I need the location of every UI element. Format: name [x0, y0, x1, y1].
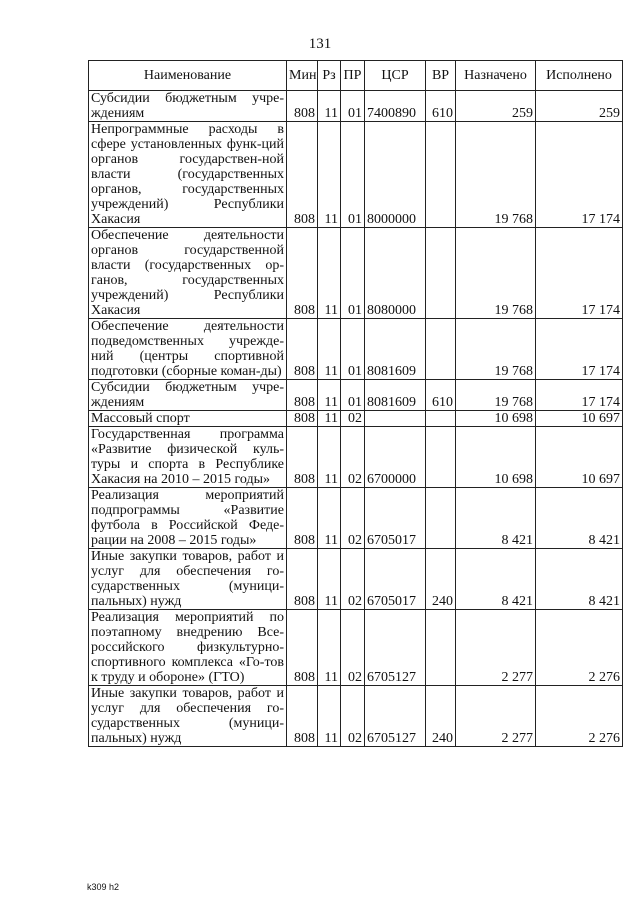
cell-assigned: 19 768	[456, 228, 536, 319]
cell-assigned: 2 277	[456, 686, 536, 747]
cell-csr: 6705017	[365, 549, 426, 610]
cell-vr	[426, 228, 456, 319]
cell-rz: 11	[318, 427, 341, 488]
cell-name: Массовый спорт	[89, 411, 287, 427]
cell-name: Обеспечение деятельности подведомственных учрежде-ний (центры спортивной подготовки (сборные коман-ды)	[89, 319, 287, 380]
cell-executed: 259	[536, 91, 623, 122]
header-name: Наименование	[89, 61, 287, 91]
cell-assigned: 8 421	[456, 549, 536, 610]
cell-name: Реализация мероприятий по поэтапному внедрению Все-российского физкультурно-спортивного комплекса «Го-тов к труду и обороне» (ГТО)	[89, 610, 287, 686]
table-row	[89, 319, 623, 380]
cell-rz: 11	[318, 319, 341, 380]
table-row	[89, 488, 623, 549]
cell-min: 808	[287, 686, 318, 747]
cell-executed: 17 174	[536, 122, 623, 228]
cell-rz: 11	[318, 380, 341, 411]
cell-name: Обеспечение деятельности органов государственной власти (государственных ор-ганов, государственных учреждений) Республики Хакасия	[89, 228, 287, 319]
cell-min: 808	[287, 228, 318, 319]
header-rz: Рз	[318, 61, 341, 91]
cell-executed: 17 174	[536, 380, 623, 411]
cell-assigned: 19 768	[456, 122, 536, 228]
cell-pr: 02	[341, 549, 365, 610]
cell-csr: 8000000	[365, 122, 426, 228]
cell-name: Иные закупки товаров, работ и услуг для обеспечения го-сударственных (муници-пальных) нужд	[89, 686, 287, 747]
cell-rz: 11	[318, 686, 341, 747]
cell-min: 808	[287, 549, 318, 610]
cell-rz: 11	[318, 488, 341, 549]
cell-csr: 6705127	[365, 686, 426, 747]
table-row	[89, 549, 623, 610]
table-row	[89, 91, 623, 122]
cell-rz: 11	[318, 91, 341, 122]
cell-executed: 17 174	[536, 228, 623, 319]
header-pr: ПР	[341, 61, 365, 91]
cell-rz: 11	[318, 228, 341, 319]
cell-vr: 240	[426, 549, 456, 610]
table-row	[89, 228, 623, 319]
cell-vr	[426, 319, 456, 380]
cell-assigned: 259	[456, 91, 536, 122]
table-row	[89, 380, 623, 411]
cell-assigned: 8 421	[456, 488, 536, 549]
cell-pr: 02	[341, 427, 365, 488]
cell-pr: 02	[341, 686, 365, 747]
header-csr: ЦСР	[365, 61, 426, 91]
table-row	[89, 411, 623, 427]
cell-csr: 8081609	[365, 319, 426, 380]
cell-pr: 01	[341, 319, 365, 380]
header-assigned: Назначено	[456, 61, 536, 91]
cell-vr: 610	[426, 91, 456, 122]
cell-vr	[426, 488, 456, 549]
table-header-row	[89, 61, 623, 91]
cell-name: Государственная программа «Развитие физической куль-туры и спорта в Республике Хакасия на 2010 – 2015 годы»	[89, 427, 287, 488]
cell-vr: 240	[426, 686, 456, 747]
cell-assigned: 19 768	[456, 380, 536, 411]
cell-executed: 8 421	[536, 488, 623, 549]
cell-executed: 10 697	[536, 411, 623, 427]
cell-name: Субсидии бюджетным учре-ждениям	[89, 380, 287, 411]
table-row	[89, 427, 623, 488]
cell-vr	[426, 411, 456, 427]
cell-pr: 01	[341, 122, 365, 228]
cell-assigned: 10 698	[456, 411, 536, 427]
cell-pr: 01	[341, 380, 365, 411]
cell-min: 808	[287, 380, 318, 411]
cell-pr: 02	[341, 610, 365, 686]
cell-csr: 6705127	[365, 610, 426, 686]
cell-vr	[426, 427, 456, 488]
cell-name: Субсидии бюджетным учре- ждениям	[89, 91, 287, 122]
cell-min: 808	[287, 427, 318, 488]
cell-min: 808	[287, 91, 318, 122]
cell-min: 808	[287, 319, 318, 380]
cell-vr	[426, 122, 456, 228]
table-row	[89, 686, 623, 747]
cell-name: Непрограммные расходы в сфере установленных функ-ций органов государствен-ной власти (государственных органов, государственных учреждений) Республики Хакасия	[89, 122, 287, 228]
cell-csr: 6705017	[365, 488, 426, 549]
cell-rz: 11	[318, 549, 341, 610]
footer-code: k309 h2	[87, 882, 120, 892]
cell-min: 808	[287, 122, 318, 228]
header-executed: Исполнено	[536, 61, 623, 91]
cell-rz: 11	[318, 610, 341, 686]
page-number: 131	[308, 36, 332, 52]
cell-vr: 610	[426, 380, 456, 411]
table-row	[89, 122, 623, 228]
table-row	[89, 610, 623, 686]
budget-table	[88, 60, 623, 747]
cell-name: Реализация мероприятий подпрограммы «Развитие футбола в Российской Феде-рации на 2008 – 2015 годы»	[89, 488, 287, 549]
cell-executed: 2 276	[536, 686, 623, 747]
cell-executed: 17 174	[536, 319, 623, 380]
cell-min: 808	[287, 610, 318, 686]
cell-csr: 6700000	[365, 427, 426, 488]
header-min: Мин	[287, 61, 318, 91]
cell-pr: 02	[341, 411, 365, 427]
cell-executed: 10 697	[536, 427, 623, 488]
cell-pr: 01	[341, 228, 365, 319]
cell-executed: 8 421	[536, 549, 623, 610]
cell-csr: 7400890	[365, 91, 426, 122]
cell-min: 808	[287, 411, 318, 427]
cell-assigned: 10 698	[456, 427, 536, 488]
cell-vr	[426, 610, 456, 686]
cell-csr: 8081609	[365, 380, 426, 411]
cell-rz: 11	[318, 411, 341, 427]
cell-assigned: 19 768	[456, 319, 536, 380]
cell-pr: 02	[341, 488, 365, 549]
header-vr: ВР	[426, 61, 456, 91]
cell-csr: 8080000	[365, 228, 426, 319]
cell-executed: 2 276	[536, 610, 623, 686]
cell-rz: 11	[318, 122, 341, 228]
cell-pr: 01	[341, 91, 365, 122]
cell-min: 808	[287, 488, 318, 549]
cell-assigned: 2 277	[456, 610, 536, 686]
cell-name: Иные закупки товаров, работ и услуг для обеспечения го-сударственных (муници-пальных) нужд	[89, 549, 287, 610]
cell-csr	[365, 411, 426, 427]
